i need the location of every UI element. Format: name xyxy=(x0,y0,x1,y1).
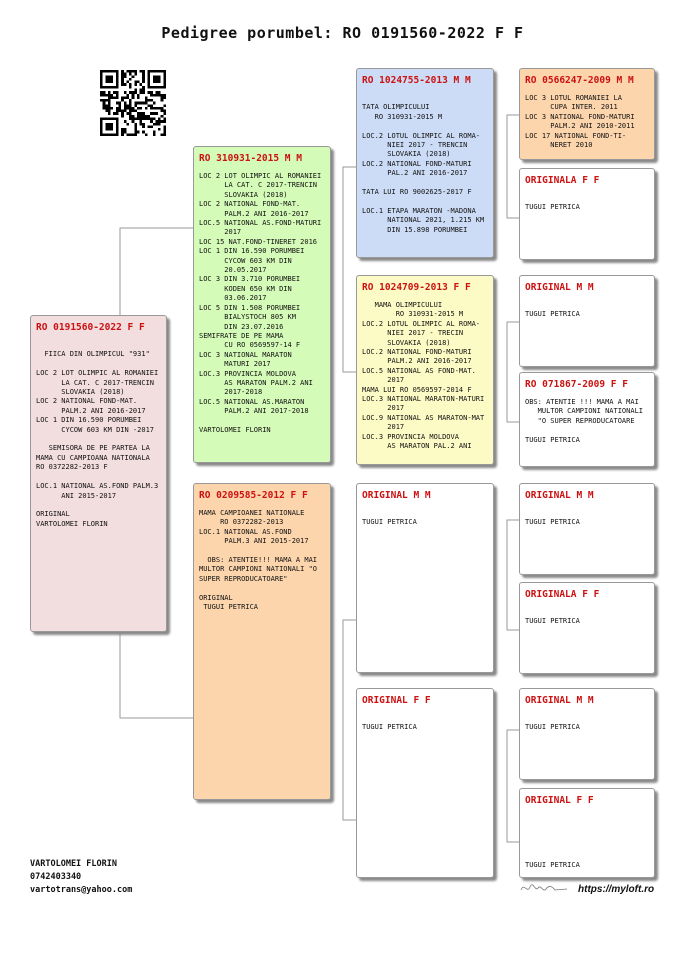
note-line xyxy=(36,473,161,482)
note-line: TUGUI PETRICA xyxy=(525,203,580,212)
note-line: CUPA INTER. 2011 xyxy=(525,103,618,112)
pedigree-notes xyxy=(362,714,488,733)
note-line xyxy=(525,823,649,832)
pedigree-notes xyxy=(362,301,488,452)
note-line xyxy=(362,714,488,723)
ring-number: ORIGINALA F F xyxy=(525,589,600,600)
note-line: LOC 2 NATIONAL FOND-MAT. xyxy=(199,200,301,209)
ring-number: ORIGINAL F F xyxy=(362,695,431,706)
note-line: TUGUI PETRICA xyxy=(525,723,580,732)
note-line: DIN 23.07.2016 xyxy=(199,322,284,331)
note-line: AS MARATON PAL.2 ANI xyxy=(362,442,472,451)
note-line xyxy=(525,842,649,851)
note-line: KODEN 650 KM DIN xyxy=(199,284,292,293)
note-line xyxy=(525,833,649,842)
note-line: LOC 15 NAT.FOND-TINERET 2016 xyxy=(199,237,318,246)
note-line: RO 310931-2015 M xyxy=(362,112,443,121)
note-line: LOC 1 DIN 16.590 PORUMBEI xyxy=(36,416,142,425)
ring-number: RO 0209585-2012 F F xyxy=(199,490,308,501)
note-line xyxy=(362,94,488,103)
pigeon-card-dsd xyxy=(519,582,655,674)
signature-icon xyxy=(519,880,569,896)
note-line: NERET 2010 xyxy=(525,141,593,150)
pedigree-notes xyxy=(525,509,649,528)
note-line: OBS: ATENTIE!!! MAMA A MAI xyxy=(199,556,318,565)
note-line: LOC.5 NATIONAL AS.FOND-MATURI xyxy=(199,219,322,228)
note-line: MAMA CU CAMPIOANA NATIONALA xyxy=(36,453,150,462)
note-line: LOC 5 DIN 1.508 PORUMBEI xyxy=(199,303,301,312)
note-line: PALM.3 ANI 2015-2017 xyxy=(199,537,309,546)
note-line: LOC 3 LOTUL ROMANIEI LA xyxy=(525,94,622,102)
ring-number: RO 1024755-2013 M M xyxy=(362,75,471,86)
note-line: LOC.2 LOTUL OLIMPIC AL ROMA- xyxy=(362,131,481,140)
note-line: SLOVAKIA (2018) xyxy=(36,388,125,397)
note-line: LOC 2 NATIONAL FOND-MAT. xyxy=(36,397,138,406)
note-line: LOC.2 LOTUL OLIMPIC AL ROMA- xyxy=(362,319,481,328)
note-line: SLOVAKIA (2018) xyxy=(362,338,451,347)
note-line: NIEI 2017 - TRECIN xyxy=(362,329,464,338)
note-line: LOC.9 NATIONAL AS MARATON-MAT xyxy=(362,413,485,422)
note-line xyxy=(525,852,649,861)
note-line: VARTOLOMEI FLORIN xyxy=(199,425,271,434)
note-line xyxy=(525,301,649,310)
note-line: TUGUI PETRICA xyxy=(362,723,417,732)
note-line: LOC.5 NATIONAL AS.MARATON xyxy=(199,397,305,406)
ring-number: ORIGINAL F F xyxy=(525,795,594,806)
note-line: OBS: ATENTIE !!! MAMA A MAI xyxy=(525,398,639,406)
note-line: MAMA OLIMPICULUI xyxy=(362,301,443,309)
note-line: TUGUI PETRICA xyxy=(362,518,417,527)
ring-number: ORIGINAL M M xyxy=(525,490,594,501)
ring-number: RO 0566247-2009 M M xyxy=(525,75,634,86)
note-line: MULTOR CAMPIONI NATIONALI xyxy=(525,407,644,416)
pigeon-card-dam-sire xyxy=(356,483,494,673)
note-line: MULTOR CAMPIONI NATIONALI "O xyxy=(199,565,318,574)
note-line: SUPER REPRODUCATOARE" xyxy=(199,574,288,583)
pigeon-card-dam xyxy=(193,483,331,800)
note-line xyxy=(362,509,488,518)
note-line: ORIGINAL xyxy=(36,510,70,519)
pedigree-notes xyxy=(36,341,161,529)
pigeon-card-dss xyxy=(519,483,655,575)
note-line xyxy=(199,417,325,426)
breeder-contact xyxy=(30,858,132,897)
note-line: PALM.2 ANI 2016-2017 xyxy=(362,357,472,366)
note-line: LOC 2 LOT OLIMPIC AL ROMANIEI xyxy=(36,369,159,378)
pedigree-notes xyxy=(525,814,649,870)
note-line: SLOVAKIA (2018) xyxy=(362,150,451,159)
note-line xyxy=(362,122,488,131)
note-line: SEMIFRATE DE PE MAMA xyxy=(199,331,284,340)
pedigree-notes xyxy=(525,608,649,627)
note-line: PALM.2 ANI 2017-2018 xyxy=(199,407,309,416)
note-line: TUGUI PETRICA xyxy=(525,861,580,870)
note-line xyxy=(362,197,488,206)
ring-number: RO 0191560-2022 F F xyxy=(36,322,145,333)
pedigree-notes xyxy=(525,194,649,213)
note-line: LA CAT. C 2017-TRENCIN xyxy=(199,181,318,190)
breeder-phone: 0742403340 xyxy=(30,872,82,882)
ring-number: ORIGINAL M M xyxy=(525,695,594,706)
note-line: LOC.1 NATIONAL AS.FOND xyxy=(199,527,292,536)
pigeon-card-dds xyxy=(519,688,655,780)
note-line: LOC.3 NATIONAL MARATON-MATURI xyxy=(362,395,485,404)
pigeon-card-sire xyxy=(193,146,331,463)
note-line: TUGUI PETRICA xyxy=(199,603,259,612)
note-line xyxy=(36,501,161,510)
note-line: LOC 3 DIN 3.710 PORUMBEI xyxy=(199,275,301,284)
note-line xyxy=(525,194,649,203)
note-line xyxy=(199,584,325,593)
note-line: CU RO 0569597-14 F xyxy=(199,341,301,350)
note-line: TATA OLIMPICULUI xyxy=(362,103,430,112)
note-line: AS MARATON PALM.2 ANI xyxy=(199,378,313,387)
note-line: CYCOW 603 KM DIN -2017 xyxy=(36,425,155,434)
note-line: TUGUI PETRICA xyxy=(525,617,580,626)
note-line: ANI 2015-2017 xyxy=(36,491,117,500)
ring-number: RO 310931-2015 M M xyxy=(199,153,302,164)
note-line: NIEI 2017 - TRENCIN xyxy=(362,141,468,150)
pedigree-notes xyxy=(525,301,649,320)
note-line: CYCOW 603 KM DIN xyxy=(199,256,292,265)
note-line xyxy=(525,509,649,518)
note-line: LOC 3 NATIONAL MARATON xyxy=(199,350,292,359)
pigeon-card-sdd xyxy=(519,372,655,467)
note-line: PALM.2 ANI 2016-2017 xyxy=(199,209,309,218)
note-line xyxy=(36,360,161,369)
note-line: RO 310931-2015 M xyxy=(362,310,464,319)
note-line: LOC.1 ETAPA MARATON -MADONA xyxy=(362,206,476,215)
pigeon-card-subject xyxy=(30,315,167,632)
ring-number: RO 1024709-2013 F F xyxy=(362,282,471,293)
note-line: LOC.2 NATIONAL FOND-MATURI xyxy=(362,159,472,168)
note-line: FIICA DIN OLIMPICUL "931" xyxy=(36,350,150,359)
note-line: NATIONAL 2021, 1.215 KM xyxy=(362,216,485,225)
ring-number: ORIGINAL M M xyxy=(525,282,594,293)
note-line: 2017 xyxy=(362,376,405,385)
note-line: PAL.2 ANI 2016-2017 xyxy=(362,169,468,178)
note-line: LOC 2 LOT OLIMPIC AL ROMANIEI xyxy=(199,172,322,180)
pigeon-card-sire-dam xyxy=(356,275,494,465)
note-line: BIALYSTOCH 805 KM xyxy=(199,313,296,322)
note-line: MAMA CAMPIOANEI NATIONALE xyxy=(199,509,305,517)
note-line: "O SUPER REPRODUCATOARE xyxy=(525,416,635,425)
page-title: Pedigree porumbel: RO 0191560-2022 F F xyxy=(161,24,524,42)
note-line: LOC.3 PROVINCIA MOLDOVA xyxy=(199,369,296,378)
note-line: PALM.2 ANI 2016-2017 xyxy=(36,406,146,415)
note-line: 2017-2018 xyxy=(199,388,263,397)
note-line: MATURI 2017 xyxy=(199,360,271,369)
pedigree-notes xyxy=(525,94,649,150)
note-line: DIN 15.898 PORUMBEI xyxy=(362,225,468,234)
pigeon-card-sds xyxy=(519,275,655,367)
pedigree-notes xyxy=(199,172,325,435)
note-line: ORIGINAL xyxy=(199,593,233,602)
note-line: PALM.2 ANI 2010-2011 xyxy=(525,122,635,131)
note-line: SLOVAKIA (2018) xyxy=(199,190,288,199)
note-line: LOC.5 NATIONAL AS FOND-MAT. xyxy=(362,366,476,375)
note-line: TATA LUI RO 9002625-2017 F xyxy=(362,188,472,197)
pigeon-card-sire-sire xyxy=(356,68,494,258)
pedigree-notes xyxy=(525,398,649,445)
note-line xyxy=(525,426,649,435)
pigeon-card-dam-dam xyxy=(356,688,494,878)
note-line: VARTOLOMEI FLORIN xyxy=(36,519,108,528)
pigeon-card-ddd xyxy=(519,788,655,878)
note-line xyxy=(362,179,488,188)
note-line: TUGUI PETRICA xyxy=(525,435,580,444)
note-line: LOC.1 NATIONAL AS.FOND PALM.3 xyxy=(36,482,159,491)
note-line xyxy=(525,608,649,617)
note-line: 03.06.2017 xyxy=(199,294,267,303)
ring-number: ORIGINAL M M xyxy=(362,490,431,501)
website-link[interactable]: https://myloft.ro xyxy=(578,884,655,895)
pigeon-card-ssd xyxy=(519,168,655,260)
note-line: LA CAT. C 2017-TRENCIN xyxy=(36,378,155,387)
note-line: 2017 xyxy=(362,423,405,432)
note-line: RO 0372282-2013 xyxy=(199,518,284,527)
note-line xyxy=(525,814,649,823)
pedigree-notes xyxy=(362,94,488,235)
breeder-email: vartotrans@yahoo.com xyxy=(30,885,133,895)
breeder-name: VARTOLOMEI FLORIN xyxy=(30,859,117,869)
note-line: 2017 xyxy=(362,404,405,413)
pigeon-card-sss xyxy=(519,68,655,160)
note-line: LOC.3 PROVINCIA MOLDOVA xyxy=(362,432,459,441)
note-line: SEMISORA DE PE PARTEA LA xyxy=(36,444,150,453)
note-line: TUGUI PETRICA xyxy=(525,518,580,527)
note-line: LOC 1 DIN 16.590 PORUMBEI xyxy=(199,247,305,256)
note-line: 20.05.2017 xyxy=(199,266,267,275)
note-line xyxy=(36,435,161,444)
note-line: RO 0372282-2013 F xyxy=(36,463,108,472)
note-line: LOC 3 NATIONAL FOND-MATURI xyxy=(525,112,635,121)
note-line: MAMA LUI RO 0569597-2014 F xyxy=(362,385,472,394)
pedigree-notes xyxy=(199,509,325,612)
note-line xyxy=(199,547,325,556)
pedigree-notes xyxy=(362,509,488,528)
note-line xyxy=(525,714,649,723)
note-line: TUGUI PETRICA xyxy=(525,310,580,319)
note-line: 2017 xyxy=(199,228,242,237)
ring-number: RO 071867-2009 F F xyxy=(525,379,628,390)
note-line: LOC.2 NATIONAL FOND-MATURI xyxy=(362,348,472,357)
pedigree-notes xyxy=(525,714,649,733)
ring-number: ORIGINALA F F xyxy=(525,175,600,186)
note-line xyxy=(36,341,161,350)
note-line: LOC 17 NATIONAL FOND-TI- xyxy=(525,131,627,140)
